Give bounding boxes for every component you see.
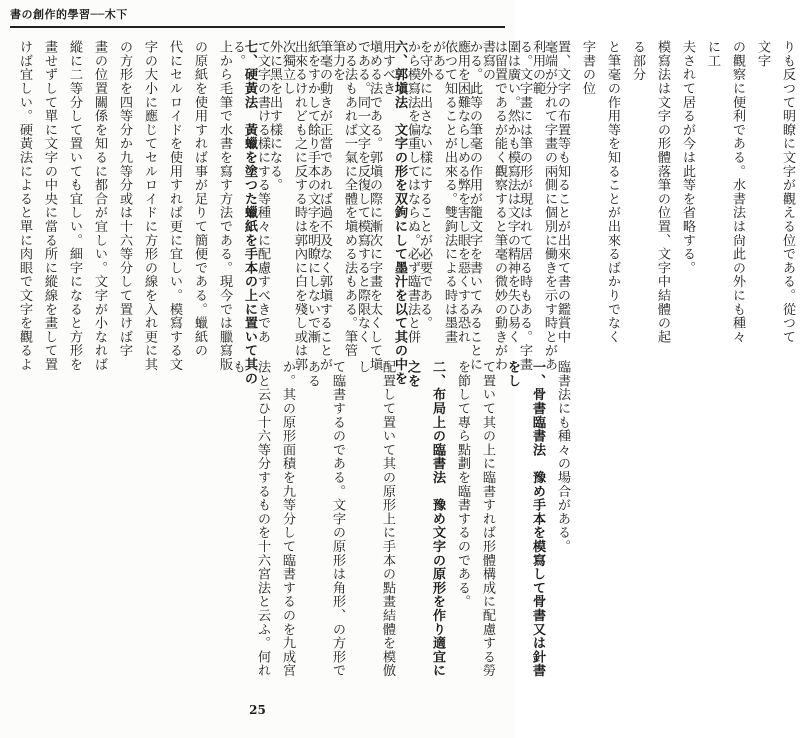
top_right-line: である。同一文字を反復して模寫すると際限なく筆力を <box>330 40 370 344</box>
left-line: 上から毛筆で水書を寫す方法である。現今では臘寫版 <box>217 40 232 372</box>
bottom_right-line: 一、骨書臨書法 豫め手本を模寫して骨書又は針書をし <box>505 360 545 678</box>
header-rule <box>10 26 505 28</box>
top_right-line: と筆毫の作用等を知ることが出來るばかりでなく字書の位 <box>580 40 620 344</box>
left-line: める法もあれば一氣に全體を塡める法もある。筆管 <box>342 40 357 358</box>
left-line: る。文字畫には筆の形が現はれて居る時もある。字畫 <box>517 40 532 372</box>
top_right-line: の觀察に便利である。水書法は尙此の外にも種々に工 <box>705 40 745 344</box>
left-line: を守外に出さない樣にすることが必要である。 <box>417 40 432 330</box>
left-line: 外に黑を出す樣になる。 <box>267 40 282 192</box>
bottom_right-line: か。其の原形面積を九等分して臨書するのを九成宮 <box>280 360 295 678</box>
bottom_right-line: 配置して置いて其の原形上に手本の點畫結體を模倣し <box>355 360 395 678</box>
left-line: 畫せずして單に文字の中央に當る所に縱線を畫して置 <box>42 40 57 372</box>
left-line: かる。此等の筆毫の作用が籠文字を書いてみることに <box>467 40 482 372</box>
left-line: 六、郭塡法 文字の形を双鉤にして墨汁を以て其の中を <box>392 40 407 385</box>
page-number: 25 <box>249 703 266 717</box>
top_right-line: 夫されて居るが今は此等を省略する。 <box>680 40 695 275</box>
left-line: 縱に二等分して置いても宜しい。細字になると方形を <box>67 40 82 372</box>
left-line: 字の大小に應じてセルロイドに方形の線を入れ更に其 <box>142 40 157 372</box>
bottom_right-line: 臨書法にも種々の場合がある。 <box>555 360 570 554</box>
bottom-right-text <box>225 360 575 682</box>
left-line: 塡める法である。郭塡の際に漸次に字畫を太くして塡 <box>367 40 382 372</box>
bottom-right-text-block <box>225 360 570 682</box>
top_right-line: 紙をすかして餘り手本の文字を明瞭にしないで漸次獨立し <box>280 40 320 344</box>
bottom_right-line: を節して專ら點劃を臨書するのである。 <box>455 360 470 609</box>
running-header: 書の創作的學習──木下 <box>10 8 128 21</box>
top_right-line: 圍は廣い。然かも模寫法は文字の精神を失ひ易く書寫の <box>480 40 520 344</box>
bottom_right-line: 二、布局上の臨書法 豫め文字の原形を作り適宜に之を <box>405 360 445 678</box>
top_right-line: から模寫法を偏重してはならぬ。必ず臨書法と併用すべき <box>380 40 420 344</box>
top_right-line: 應用を困難ならしめる弊を害し眼を惡くする恐れがある <box>430 40 470 344</box>
bottom_right-line: て置いて其の上に臨書すれば形體構成に配慮する勞 <box>480 360 495 678</box>
left-line: は留置であるが能く觀察すると筆毫の微妙の動きがわ <box>492 40 507 372</box>
left-line: けば宜しい。硬黃法によると單に肉眼で文字を觀るよ <box>17 40 32 372</box>
left-line: の原紙を使用すれば事が足りて簡便である。蠟紙の <box>192 40 207 358</box>
left-line: 代にセルロイドを使用すれば更に宜しい。模寫する文 <box>167 40 182 372</box>
left-line: 筆毫の動きが正當であれば過不及なく郭塡することが <box>317 40 332 372</box>
bottom_right-line: 法と云ひ十六等分するものを十六宮法と云ふ。何れも <box>230 360 270 678</box>
left-line: 畫の位置關係を知るに都合が宜しい。文字が小なれば <box>92 40 107 372</box>
left-line: 七、硬黃法 黃蠟を塗つた蠟紙を手本の上に置いて其の <box>242 40 257 385</box>
left-line: 毫端が分れて字畫の兩側に個別に働きを示す時とがあ <box>542 40 557 372</box>
bottom_right-line: て臨書するのである。文字の原形は角形、の方形である <box>305 360 345 678</box>
top_right-line: 模寫法は文字の形體落筆の位置、文字中結體の起る部分 <box>630 40 670 344</box>
left-line: の方形を四等分か九等分或は十六等分して置けば字 <box>117 40 132 358</box>
top_right-line: りも反つて明瞭に文字が觀える位である。從つて文字 <box>755 40 795 344</box>
left-line: 出來るけれども之に反する時は郭內に白を殘し或は郭 <box>292 40 307 372</box>
top_right-line: て文字の書ける樣にする等種々に配慮すべきである。 <box>230 40 270 344</box>
top_right-line: 置、文字の布置等も知ることが出來て書の鑑賞中利用の範 <box>530 40 570 344</box>
left-line: 依つて知ることが出來る。雙鉤法による時は墨畫 <box>442 40 457 344</box>
